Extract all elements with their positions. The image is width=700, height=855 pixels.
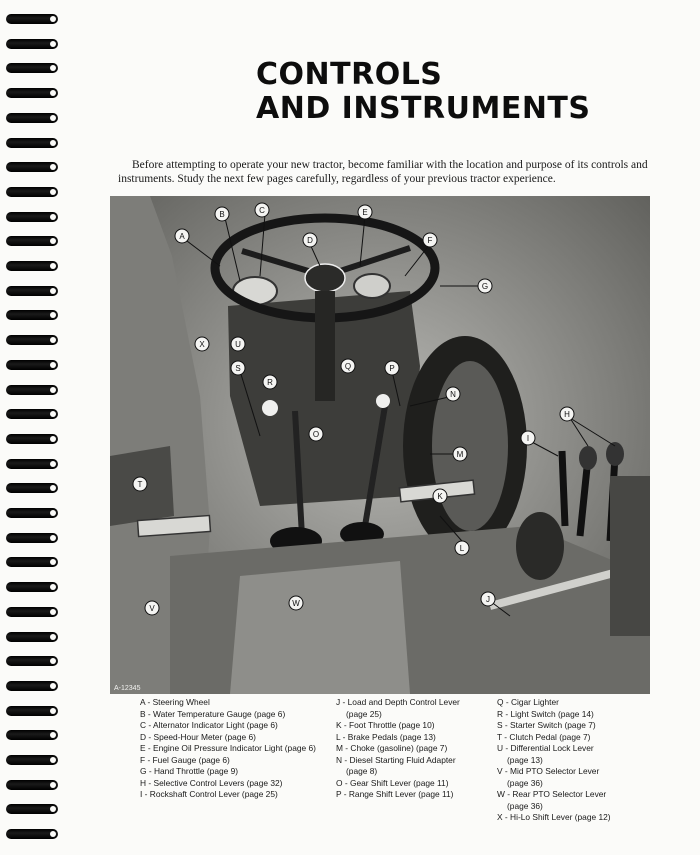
binding-ring	[6, 755, 58, 765]
binding-ring	[6, 582, 58, 592]
legend-entry: F - Fuel Gauge (page 6)	[140, 754, 230, 765]
callout-letter: B	[219, 210, 225, 219]
binding-ring	[6, 212, 58, 222]
callout-letter: R	[267, 378, 273, 387]
title-line-2: AND INSTRUMENTS	[256, 91, 591, 126]
legend-entry: J - Load and Depth Control Lever	[336, 697, 460, 707]
callout-letter: P	[389, 364, 395, 373]
title-line-1: CONTROLS	[256, 57, 443, 92]
rear-rim	[432, 361, 508, 531]
legend-entry: N - Diesel Starting Fluid Adapter	[336, 754, 456, 765]
binding-ring	[6, 187, 58, 197]
binding-ring	[6, 483, 58, 493]
callout-m	[453, 447, 467, 461]
legend-entry: O - Gear Shift Lever (page 11)	[336, 777, 449, 788]
callout-a	[175, 229, 189, 243]
callout-u	[231, 337, 245, 351]
tractor-controls-photo	[110, 196, 650, 694]
rockshaft-lever	[562, 451, 565, 526]
callout-letter: Q	[344, 362, 352, 371]
legend-entry: Q - Cigar Lighter	[497, 697, 559, 707]
callout-letter: A	[179, 232, 185, 241]
callout-letter: G	[481, 282, 489, 291]
binding-ring	[6, 138, 58, 148]
wheel-hub	[305, 264, 345, 292]
callout-t	[133, 477, 147, 491]
binding-ring	[6, 88, 58, 98]
legend-column-3	[497, 697, 611, 824]
binding-ring	[6, 656, 58, 666]
callout-g	[478, 279, 492, 293]
binding-ring	[6, 63, 58, 73]
photo-code: A-12345	[114, 685, 141, 692]
binding-ring	[6, 162, 58, 172]
callout-letter: V	[149, 604, 155, 613]
legend-entry: S - Starter Switch (page 7)	[497, 720, 596, 730]
legend-entry: (page 36)	[507, 777, 543, 788]
binding-ring	[6, 286, 58, 296]
callout-o	[309, 427, 323, 441]
binding-ring	[6, 236, 58, 246]
binding-ring	[6, 780, 58, 790]
binding-ring	[6, 730, 58, 740]
legend-entry: A - Steering Wheel	[140, 697, 210, 707]
binding-ring	[6, 607, 58, 617]
callout-letter: C	[259, 206, 265, 215]
callout-h	[560, 407, 574, 421]
legend-entry: C - Alternator Indicator Light (page 6)	[140, 720, 278, 730]
callout-b	[215, 207, 229, 221]
binding-ring	[6, 557, 58, 567]
gauge-right	[354, 274, 390, 298]
callout-letter: U	[235, 340, 241, 349]
legend-entry: B - Water Temperature Gauge (page 6)	[140, 708, 286, 719]
legend-entry: (page 25)	[346, 708, 382, 719]
legend-entry: K - Foot Throttle (page 10)	[336, 720, 435, 730]
floor-mat	[230, 561, 410, 694]
binding-ring	[6, 632, 58, 642]
callout-w	[289, 596, 303, 610]
spiral-binding	[0, 0, 62, 855]
lever-grip	[579, 446, 597, 470]
binding-ring	[6, 706, 58, 716]
legend-entry: U - Differential Lock Lever	[497, 743, 594, 753]
binding-ring	[6, 385, 58, 395]
callout-letter: N	[450, 390, 456, 399]
steering-column	[315, 291, 335, 401]
binding-ring	[6, 804, 58, 814]
legend-entry: P - Range Shift Lever (page 11)	[336, 789, 454, 799]
lever-knob	[376, 394, 390, 408]
callout-j	[481, 592, 495, 606]
legend-entry: (page 13)	[507, 754, 543, 765]
legend-entry: V - Mid PTO Selector Lever	[497, 766, 600, 776]
callout-v	[145, 601, 159, 615]
callout-letter: J	[486, 595, 490, 604]
callout-x	[195, 337, 209, 351]
photo-illustration	[110, 196, 650, 694]
legend-entry: I - Rockshaft Control Lever (page 25)	[140, 789, 278, 799]
callout-letter: O	[312, 430, 320, 439]
callout-p	[385, 361, 399, 375]
legend-column-1	[140, 697, 316, 801]
binding-ring	[6, 14, 58, 24]
legend-entry: W - Rear PTO Selector Lever	[497, 789, 607, 799]
legend-entry: (page 8)	[346, 766, 378, 776]
callout-letter: D	[307, 236, 313, 245]
callout-c	[255, 203, 269, 217]
legend-entry: H - Selective Control Levers (page 32)	[140, 777, 283, 788]
binding-ring	[6, 434, 58, 444]
binding-ring	[6, 533, 58, 543]
legend-entry: D - Speed-Hour Meter (page 6)	[140, 731, 256, 742]
callout-q	[341, 359, 355, 373]
binding-ring	[6, 261, 58, 271]
binding-ring	[6, 829, 58, 839]
legend-entry: T - Clutch Pedal (page 7)	[497, 731, 591, 742]
callout-e	[358, 205, 372, 219]
callout-s	[231, 361, 245, 375]
legend-entry: M - Choke (gasoline) (page 7)	[336, 743, 448, 753]
binding-ring	[6, 459, 58, 469]
callout-letter: F	[427, 236, 433, 245]
binding-ring	[6, 39, 58, 49]
legend-entry: R - Light Switch (page 14)	[497, 708, 594, 719]
callout-letter: W	[292, 599, 300, 608]
callout-letter: T	[137, 480, 143, 489]
callout-letter: I	[526, 434, 530, 443]
pto-housing	[516, 512, 564, 580]
callout-letter: S	[235, 364, 241, 373]
callout-i	[521, 431, 535, 445]
binding-ring	[6, 360, 58, 370]
legend-entry: (page 36)	[507, 800, 543, 811]
legend-entry: G - Hand Throttle (page 9)	[140, 766, 239, 776]
binding-ring	[6, 310, 58, 320]
callout-letter: L	[459, 544, 465, 553]
callout-letter: H	[564, 410, 570, 419]
binding-ring	[6, 113, 58, 123]
callout-letter: M	[456, 450, 464, 459]
callout-n	[446, 387, 460, 401]
callout-f	[423, 233, 437, 247]
right-fender	[610, 476, 650, 636]
callout-letter: E	[362, 208, 368, 217]
callout-letter: K	[437, 492, 443, 501]
legend-entry: L - Brake Pedals (page 13)	[336, 731, 436, 742]
binding-ring	[6, 681, 58, 691]
callout-letter: X	[199, 340, 205, 349]
legend-entry: X - Hi-Lo Shift Lever (page 12)	[497, 812, 611, 822]
binding-ring	[6, 335, 58, 345]
intro-paragraph: Before attempting to operate your new tractor, become familiar with the location and purpose of its controls and instruments. Study the next few pages carefully, regardless of your previous tractor experience.	[118, 159, 648, 185]
page-title	[256, 58, 591, 126]
binding-ring	[6, 508, 58, 518]
binding-ring	[6, 409, 58, 419]
lever-knob	[262, 400, 278, 416]
legend-column-2	[336, 697, 460, 801]
callout-r	[263, 375, 277, 389]
callout-d	[303, 233, 317, 247]
callout-l	[455, 541, 469, 555]
callout-k	[433, 489, 447, 503]
legend-entry: E - Engine Oil Pressure Indicator Light (page 6)	[140, 743, 316, 753]
